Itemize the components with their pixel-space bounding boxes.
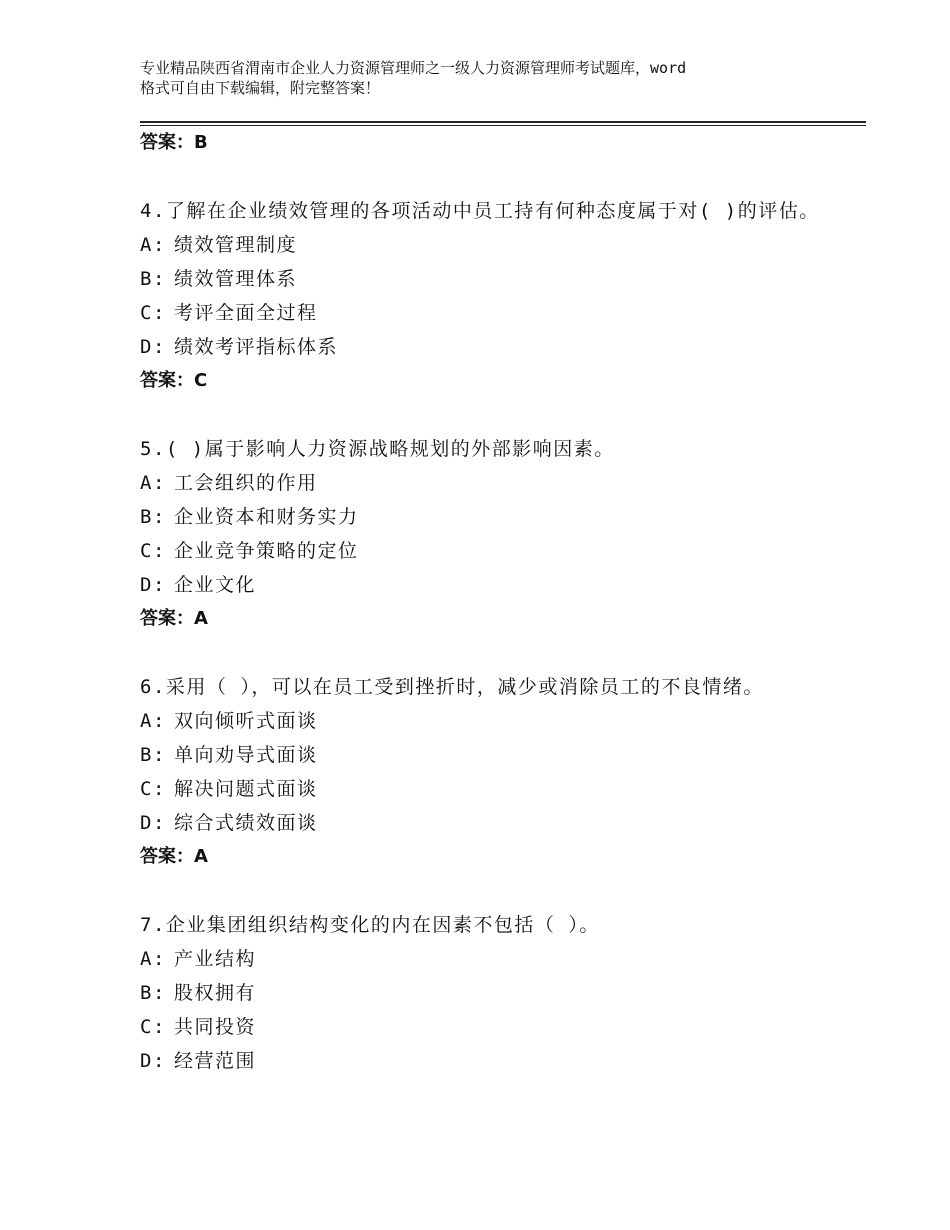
option-text: 工会组织的作用: [174, 472, 318, 494]
header-line-2: 格式可自由下载编辑，附完整答案！: [140, 79, 381, 97]
option-letter: B:: [140, 744, 166, 766]
question-5: [140, 432, 820, 636]
question-list: [140, 126, 820, 1078]
option-text: 企业文化: [174, 574, 257, 596]
option-c: [140, 772, 820, 806]
answer-line: 答案：A: [140, 608, 208, 629]
option-c: [140, 296, 820, 330]
option-a: [140, 942, 820, 976]
option-text: 企业竞争策略的定位: [174, 540, 359, 562]
option-text: 单向劝导式面谈: [174, 744, 318, 766]
option-d: [140, 330, 820, 364]
option-text: 解决问题式面谈: [174, 778, 318, 800]
option-text: 绩效管理体系: [174, 268, 298, 290]
option-letter: B:: [140, 982, 166, 1004]
option-text: 产业结构: [174, 948, 257, 970]
question-stem: 5.( )属于影响人力资源战略规划的外部影响因素。: [140, 438, 615, 460]
question-7: [140, 908, 820, 1078]
option-letter: B:: [140, 268, 166, 290]
option-c: [140, 1010, 820, 1044]
option-text: 企业资本和财务实力: [174, 506, 359, 528]
option-d: [140, 1044, 820, 1078]
option-letter: A:: [140, 948, 166, 970]
answer-line: 答案：C: [140, 370, 208, 391]
option-d: [140, 806, 820, 840]
option-letter: A:: [140, 234, 166, 256]
option-text: 经营范围: [174, 1050, 257, 1072]
option-letter: D:: [140, 812, 166, 834]
answer-line: 答案：A: [140, 846, 208, 867]
option-letter: C:: [140, 302, 166, 324]
option-text: 综合式绩效面谈: [174, 812, 318, 834]
option-letter: A:: [140, 710, 166, 732]
question-6: [140, 670, 820, 874]
question-stem: 7.企业集团组织结构变化的内在因素不包括（ ）。: [140, 914, 600, 936]
option-text: 考评全面全过程: [174, 302, 318, 324]
question-4: [140, 194, 820, 398]
header-line-1: 专业精品陕西省渭南市企业人力资源管理师之一级人力资源管理师考试题库，word: [140, 59, 687, 77]
option-a: [140, 704, 820, 738]
option-letter: B:: [140, 506, 166, 528]
option-text: 双向倾听式面谈: [174, 710, 318, 732]
option-text: 绩效考评指标体系: [174, 336, 339, 358]
option-text: 共同投资: [174, 1016, 257, 1038]
answer-line: 答案：B: [140, 132, 208, 153]
option-b: [140, 500, 820, 534]
option-letter: C:: [140, 778, 166, 800]
option-letter: C:: [140, 1016, 166, 1038]
option-b: [140, 262, 820, 296]
option-b: [140, 738, 820, 772]
option-letter: A:: [140, 472, 166, 494]
option-a: [140, 466, 820, 500]
document-header: [140, 58, 830, 98]
question-stem: 6.采用（ ），可以在员工受到挫折时，减少或消除员工的不良情绪。: [140, 676, 764, 698]
header-divider-thick: [140, 121, 866, 123]
question-stem: 4.了解在企业绩效管理的各项活动中员工持有何种态度属于对( )的评估。: [140, 200, 820, 222]
option-letter: C:: [140, 540, 166, 562]
option-letter: D:: [140, 574, 166, 596]
option-b: [140, 976, 820, 1010]
option-d: [140, 568, 820, 602]
option-text: 绩效管理制度: [174, 234, 298, 256]
option-a: [140, 228, 820, 262]
option-letter: D:: [140, 1050, 166, 1072]
option-letter: D:: [140, 336, 166, 358]
option-text: 股权拥有: [174, 982, 257, 1004]
option-c: [140, 534, 820, 568]
